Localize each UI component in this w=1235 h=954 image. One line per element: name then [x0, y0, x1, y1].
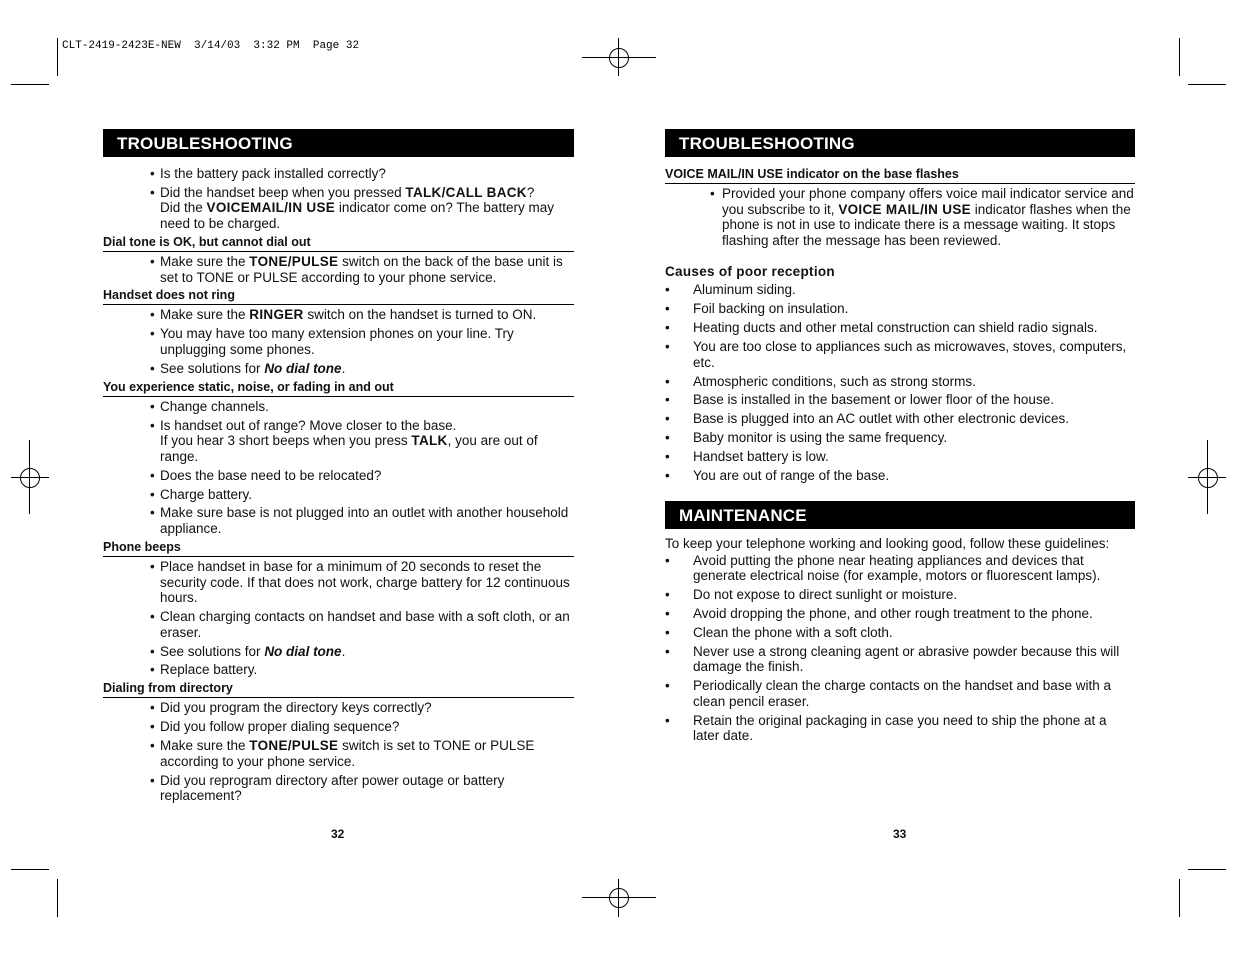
list-item: • Is handset out of range? Move closer to the base. If you hear 3 short beeps when you press TALK, you are out of range.	[103, 418, 574, 465]
list-item: • Avoid putting the phone near heating appliances and devices that generate electrical noise (for example, motors or fluorescent lamps).	[665, 553, 1135, 584]
maintenance-intro: To keep your telephone working and looking good, follow these guidelines:	[665, 535, 1110, 551]
list-item: • You are out of range of the base.	[665, 468, 1135, 484]
crop-mark	[57, 879, 58, 917]
list-item: • Make sure the TONE/PULSE switch is set to TONE or PULSE according to your phone service.	[103, 738, 574, 769]
registration-mark	[1198, 468, 1218, 488]
list-item: • Base is installed in the basement or lower floor of the house.	[665, 392, 1135, 408]
list-item: • Retain the original packaging in case you need to ship the phone at a later date.	[665, 713, 1135, 744]
subheading-static: You experience static, noise, or fading in and out	[103, 380, 574, 397]
subheading-poor-reception: Causes of poor reception	[665, 264, 835, 280]
key-label: TALK/CALL BACK	[405, 184, 527, 200]
page-number-right: 33	[893, 827, 907, 841]
crop-mark	[1188, 869, 1226, 870]
maintenance-list	[665, 553, 1135, 744]
list-item: • Base is plugged into an AC outlet with other electronic devices.	[665, 411, 1135, 427]
key-label: TONE/PULSE	[249, 253, 339, 269]
list-item: • Atmospheric conditions, such as strong storms.	[665, 374, 1135, 390]
key-label: VOICE MAIL/IN USE	[838, 201, 971, 217]
list-item: • Place handset in base for a minimum of 20 seconds to reset the security code. If that does not work, charge battery for 12 continuous hours.	[103, 559, 574, 606]
list-item: • Periodically clean the charge contacts on the handset and base with a clean pencil eraser.	[665, 678, 1135, 709]
page-32	[103, 129, 574, 807]
key-label: TALK	[411, 433, 448, 449]
key-label: RINGER	[249, 307, 304, 323]
beeps-list	[103, 559, 574, 678]
page-number-left: 32	[331, 827, 345, 841]
registration-mark	[609, 888, 629, 908]
list-item: • Clean charging contacts on handset and base with a soft cloth, or an eraser.	[103, 609, 574, 640]
reception-list	[665, 282, 1135, 483]
list-item: • Do not expose to direct sunlight or moisture.	[665, 587, 1135, 603]
list-item: • Did you follow proper dialing sequence?	[103, 719, 574, 735]
page-33	[665, 129, 1135, 747]
cross-reference: No dial tone	[264, 643, 342, 659]
list-item: • Change channels.	[103, 399, 574, 415]
list-item: • You are too close to appliances such as microwaves, stoves, computers, etc.	[665, 339, 1135, 370]
subheading-phone-beeps: Phone beeps	[103, 540, 574, 557]
list-item: • See solutions for No dial tone.	[103, 644, 574, 660]
crop-mark	[11, 869, 49, 870]
subheading-dial-tone: Dial tone is OK, but cannot dial out	[103, 235, 574, 252]
crop-mark	[57, 38, 58, 76]
crop-mark	[1188, 84, 1226, 85]
list-item: • Clean the phone with a soft cloth.	[665, 625, 1135, 641]
subheading-voicemail: VOICE MAIL/IN USE indicator on the base flashes	[665, 167, 1135, 184]
section-banner-troubleshooting: TROUBLESHOOTING	[665, 129, 1135, 157]
list-item: • Handset battery is low.	[665, 449, 1135, 465]
list-item: • Aluminum siding.	[665, 282, 1135, 298]
list-item: • Baby monitor is using the same frequency.	[665, 430, 1135, 446]
list-item: • Heating ducts and other metal construction can shield radio signals.	[665, 320, 1135, 336]
list-item: • Never use a strong cleaning agent or abrasive powder because this will damage the finish.	[665, 644, 1135, 675]
list-item: • Did you reprogram directory after power outage or battery replacement?	[103, 773, 574, 804]
section-banner-troubleshooting: TROUBLESHOOTING	[103, 129, 574, 157]
static-list	[103, 399, 574, 537]
voicemail-list	[665, 186, 1135, 248]
subheading-directory: Dialing from directory	[103, 681, 574, 698]
list-item: • Avoid dropping the phone, and other rough treatment to the phone.	[665, 606, 1135, 622]
list-item: • Make sure the RINGER switch on the handset is turned to ON.	[103, 307, 574, 323]
list-item: • Charge battery.	[103, 487, 574, 503]
key-label: VOICEMAIL/IN USE	[206, 200, 336, 216]
dial-tone-list	[103, 254, 574, 285]
key-label: TONE/PULSE	[249, 738, 339, 754]
registration-mark	[20, 468, 40, 488]
section-banner-maintenance: MAINTENANCE	[665, 501, 1135, 529]
subheading-no-ring: Handset does not ring	[103, 288, 574, 305]
list-item: • Did the handset beep when you pressed TALK/CALL BACK? Did the VOICEMAIL/IN USE indicator come on? The battery may need to be charged.	[103, 185, 574, 232]
list-item: • Does the base need to be relocated?	[103, 468, 574, 484]
ring-list	[103, 307, 574, 376]
list-item: • You may have too many extension phones on your line. Try unplugging some phones.	[103, 326, 574, 357]
print-slug: CLT-2419-2423E-NEW 3/14/03 3:32 PM Page 32	[62, 40, 360, 52]
list-item: • See solutions for No dial tone.	[103, 361, 574, 377]
list-item: • Make sure the TONE/PULSE switch on the back of the base unit is set to TONE or PULSE according to your phone service.	[103, 254, 574, 285]
list-item: • Make sure base is not plugged into an outlet with another household appliance.	[103, 505, 574, 536]
intro-list	[103, 166, 574, 232]
list-item: • Foil backing on insulation.	[665, 301, 1135, 317]
list-item: • Did you program the directory keys correctly?	[103, 700, 574, 716]
directory-list	[103, 700, 574, 803]
crop-mark	[11, 84, 49, 85]
list-item: • Is the battery pack installed correctly?	[103, 166, 574, 182]
crop-mark	[1179, 879, 1180, 917]
crop-mark	[1179, 38, 1180, 76]
list-item: • Provided your phone company offers voice mail indicator service and you subscribe to it, VOICE MAIL/IN USE indicator flashes when the phone is not in use to indicate there is a message waiting. It stops flashing after the message has been reviewed.	[665, 186, 1135, 248]
list-item: • Replace battery.	[103, 662, 574, 678]
registration-mark	[609, 48, 629, 68]
cross-reference: No dial tone	[264, 360, 342, 376]
